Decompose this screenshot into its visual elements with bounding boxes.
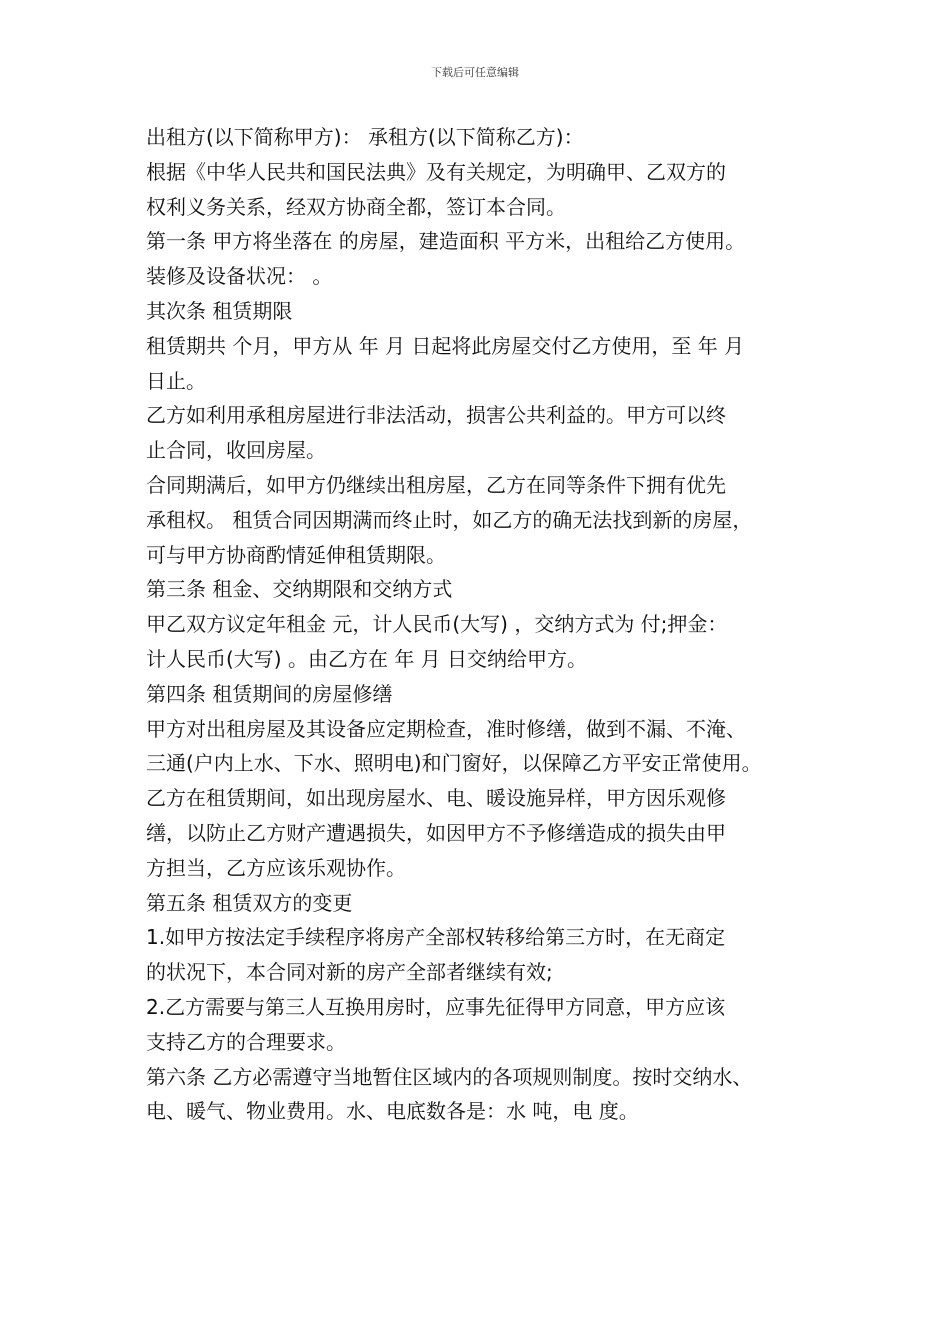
text-line: 1.如甲方按法定手续程序将房产全部权转移给第三方时，在无商定 (146, 925, 726, 950)
text-line: 第一条 甲方将坐落在 的房屋，建造面积 平方米，出租给乙方使用。 (146, 229, 746, 254)
text-line: 三通(户内上水、下水、照明电)和门窗好，以保障乙方平安正常使用。 (146, 751, 762, 776)
text-line: 乙方如利用承租房屋进行非法活动，损害公共利益的。甲方可以终 (146, 403, 726, 428)
text-line: 出租方(以下简称甲方)： 承租方(以下简称乙方)： (146, 125, 584, 149)
text-line: 可与甲方协商酌情延伸租赁期限。 (146, 542, 446, 567)
text-line: 第三条 租金、交纳期限和交纳方式 (146, 577, 453, 602)
text-line: 乙方在租赁期间，如出现房屋水、电、暖设施异样，甲方因乐观修 (146, 786, 726, 811)
text-line: 方担当，乙方应该乐观协作。 (146, 855, 406, 880)
text-line: 第四条 租赁期间的房屋修缮 (146, 681, 393, 706)
text-line: 计人民币(大写) 。由乙方在 年 月 日交纳给甲方。 (146, 646, 588, 671)
text-line: 电、暖气、物业费用。水、电底数各是：水 吨，电 度。 (146, 1099, 639, 1124)
contract-body (146, 120, 836, 1129)
text-line: 的状况下，本合同对新的房产全部者继续有效; (146, 960, 553, 985)
page-header: 下载后可任意编辑 (431, 66, 519, 79)
text-line: 甲方对出租房屋及其设备应定期检查，准时修缮，做到不漏、不淹、 (146, 716, 746, 741)
text-line: 装修及设备状况： 。 (146, 264, 333, 289)
text-line: 支持乙方的合理要求。 (146, 1029, 346, 1054)
text-line: 承租权。 租赁合同因期满而终止时，如乙方的确无法找到新的房屋， (146, 507, 753, 532)
text-line: 止合同，收回房屋。 (146, 438, 326, 463)
text-line: 日止。 (146, 368, 206, 393)
text-line: 权利义务关系，经双方协商全都，签订本合同。 (146, 194, 566, 219)
text-line: 2.乙方需要与第三人互换用房时，应事先征得甲方同意，甲方应该 (146, 994, 726, 1019)
text-line: 根据《中华人民共和国民法典》及有关规定，为明确甲、乙双方的 (146, 159, 726, 184)
text-line: 甲乙双方议定年租金 元，计人民币(大写) ，交纳方式为 付;押金： (146, 612, 728, 637)
text-line: 第五条 租赁双方的变更 (146, 890, 353, 915)
text-line: 第六条 乙方必需遵守当地暂住区域内的各项规则制度。按时交纳水、 (146, 1064, 753, 1089)
text-line: 其次条 租赁期限 (146, 298, 293, 323)
text-line: 缮，以防止乙方财产遭遇损失，如因甲方不予修缮造成的损失由甲 (146, 820, 726, 845)
text-line: 合同期满后，如甲方仍继续出租房屋，乙方在同等条件下拥有优先 (146, 472, 726, 497)
text-line: 租赁期共 个月，甲方从 年 月 日起将此房屋交付乙方使用，至 年 月 (146, 333, 745, 358)
